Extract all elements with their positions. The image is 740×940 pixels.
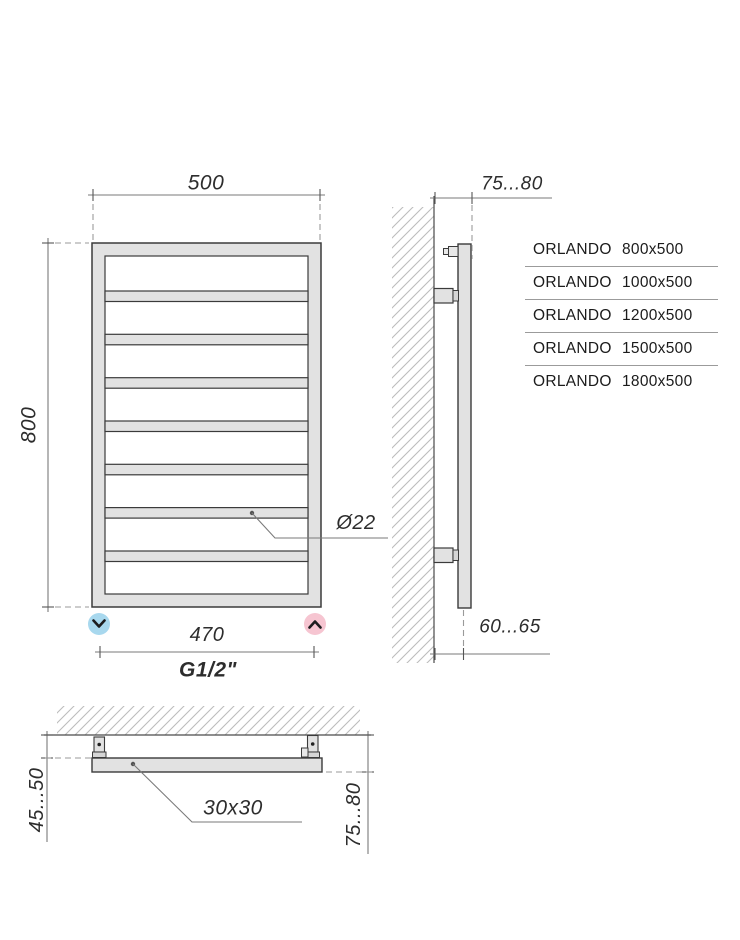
model-name: ORLANDO: [533, 340, 612, 357]
model-name: ORLANDO: [533, 241, 612, 258]
tube-diameter-label: Ø22: [336, 512, 376, 534]
model-size: 1200x500: [622, 307, 693, 324]
rung: [105, 378, 308, 389]
model-name: ORLANDO: [533, 373, 612, 390]
model-name: ORLANDO: [533, 307, 612, 324]
model-row: [525, 234, 718, 267]
inlet-indicator: [88, 613, 110, 635]
drain-valve: [302, 748, 309, 757]
bottom-view-dimensions: [41, 731, 374, 854]
rung: [105, 421, 308, 432]
front-height-dim-label: 800: [17, 406, 41, 444]
bottom-view: [44, 706, 371, 772]
wall-hatch: [57, 706, 360, 735]
wall-hatch: [392, 207, 434, 663]
model-row: [525, 333, 718, 366]
air-vent: [449, 247, 459, 257]
model-size: 1000x500: [622, 274, 693, 291]
model-size: 800x500: [622, 241, 684, 258]
front-width-dim-label: 500: [187, 171, 225, 195]
rung: [105, 508, 308, 518]
bottom-depth-label: 75...80: [343, 782, 365, 848]
bottom-wall-clearance-label: 45...50: [26, 767, 48, 833]
air-vent-tip: [444, 249, 449, 255]
front-view: [92, 243, 321, 607]
model-row: [525, 300, 718, 333]
outlet-circle: [304, 613, 326, 635]
side-wall-offset-bottom-label: 60...65: [479, 616, 541, 638]
thread-size-label: G1/2": [179, 658, 237, 682]
model-row: [525, 366, 718, 398]
connection-spacing-dim-label: 470: [189, 624, 225, 646]
model-name: ORLANDO: [533, 274, 612, 291]
right-bracket: [302, 736, 320, 758]
rung: [105, 464, 308, 475]
rung: [105, 551, 308, 562]
rung: [105, 334, 308, 345]
profile-size-label: 30x30: [203, 796, 263, 820]
side-wall-offset-top-label: 75...80: [481, 173, 543, 195]
rung: [105, 291, 308, 302]
models-table: [525, 234, 718, 398]
model-row: [525, 267, 718, 300]
inlet-circle: [88, 613, 110, 635]
outlet-indicator: [304, 613, 326, 635]
rail-profile: [92, 758, 322, 772]
lower-bracket: [434, 548, 459, 563]
model-size: 1800x500: [622, 373, 693, 390]
left-bracket: [93, 737, 107, 758]
side-view: [392, 196, 471, 663]
model-size: 1500x500: [622, 340, 693, 357]
upper-bracket: [434, 289, 459, 304]
rail-profile: [458, 244, 471, 608]
